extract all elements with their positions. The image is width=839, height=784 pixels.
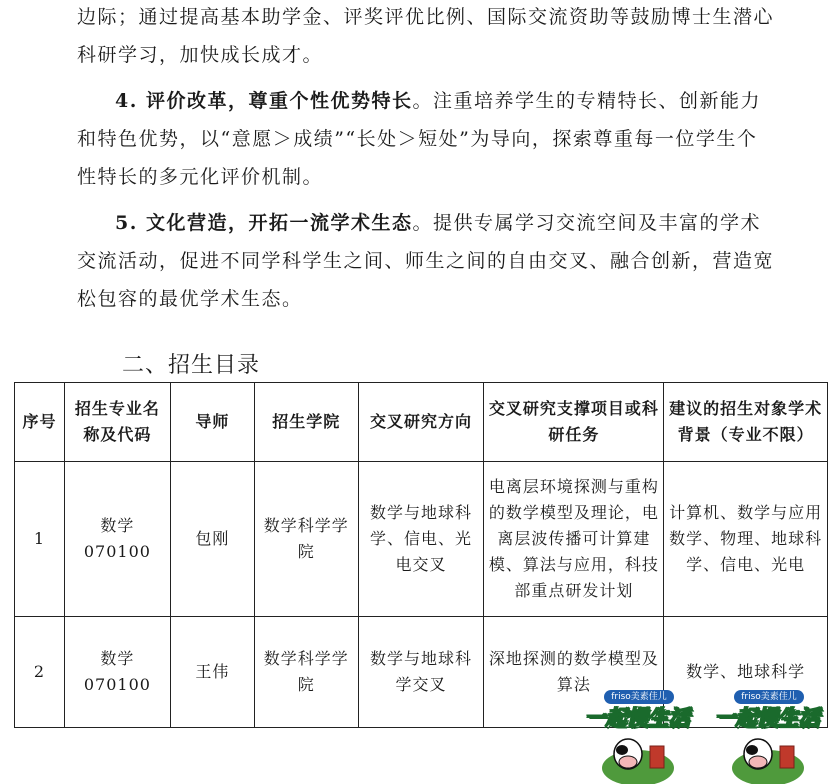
cell-background: 计算机、数学与应用数学、物理、地球科学、信电、光电: [664, 462, 828, 617]
intro-text: 边际；通过提高基本助学金、评奖评优比例、国际交流资助等鼓励博士生潜心科研学习，加快成长成才。: [77, 6, 775, 66]
sticker-brand: friso美素佳儿: [604, 690, 674, 704]
major-code: 070100: [83, 675, 151, 694]
sticker-slogan: 一起慢生活: [714, 706, 820, 730]
cell-school: 数学科学学院: [254, 462, 358, 617]
cell-seq: 1: [15, 462, 65, 617]
cell-direction: 数学与地球科学、信电、光电交叉: [358, 462, 484, 617]
cell-advisor: 包刚: [170, 462, 254, 617]
header-advisor: 导师: [170, 383, 254, 462]
header-direction: 交叉研究方向: [358, 383, 484, 462]
major-name: 数学: [100, 516, 135, 535]
sticker-slogan: 一起慢生活: [584, 706, 690, 730]
sticker-left: [578, 690, 696, 782]
cell-project: 电离层环境探测与重构的数学模型及理论，电离层波传播可计算建模、算法与应用，科技部重点研发计划: [484, 462, 664, 617]
cow-mascot-icon: [598, 728, 676, 784]
item-4-heading: 4. 评价改革，尊重个性优势特长: [115, 90, 413, 112]
cell-project: 深地探测的数学模型及算法: [484, 617, 664, 728]
header-major: 招生专业名称及代码: [64, 383, 170, 462]
intro-paragraph-tail: [77, 0, 777, 74]
cell-advisor: 王伟: [170, 617, 254, 728]
sticker-right: [708, 690, 826, 782]
item-5-body: 。提供专属学习交流空间及丰富的学术交流活动，促进不同学科学生之间、师生之间的自由交叉、融合创新，营造宽松包容的最优学术生态。: [77, 212, 775, 310]
header-seq: 序号: [15, 383, 65, 462]
cell-school: 数学科学学院: [254, 617, 358, 728]
table-header-row: [15, 383, 828, 462]
header-school: 招生学院: [254, 383, 358, 462]
table-row: [15, 462, 828, 617]
major-name: 数学: [100, 649, 135, 668]
cell-direction: 数学与地球科学交叉: [358, 617, 484, 728]
cell-major: [64, 462, 170, 617]
cell-background: 数学、地球科学: [664, 617, 828, 728]
item-5-heading: 5. 文化营造，开拓一流学术生态: [115, 212, 413, 234]
item-4-body: 。注重培养学生的专精特长、创新能力和特色优势，以“意愿＞成绩”“长处＞短处”为导向，探索尊重每一位学生个性特长的多元化评价机制。: [77, 90, 761, 188]
cow-mascot-icon: [728, 728, 806, 784]
section-title: 二、招生目录: [122, 353, 261, 378]
item-5-paragraph: [77, 204, 777, 318]
header-project: 交叉研究支撑项目或科研任务: [484, 383, 664, 462]
cell-seq: 2: [15, 617, 65, 728]
item-4-paragraph: [77, 82, 777, 196]
major-code: 070100: [83, 542, 151, 561]
header-background: 建议的招生对象学术背景（专业不限）: [664, 383, 828, 462]
sticker-brand: friso美素佳儿: [734, 690, 804, 704]
admissions-catalog-table: [14, 382, 828, 728]
table-row: [15, 617, 828, 728]
cell-major: [64, 617, 170, 728]
